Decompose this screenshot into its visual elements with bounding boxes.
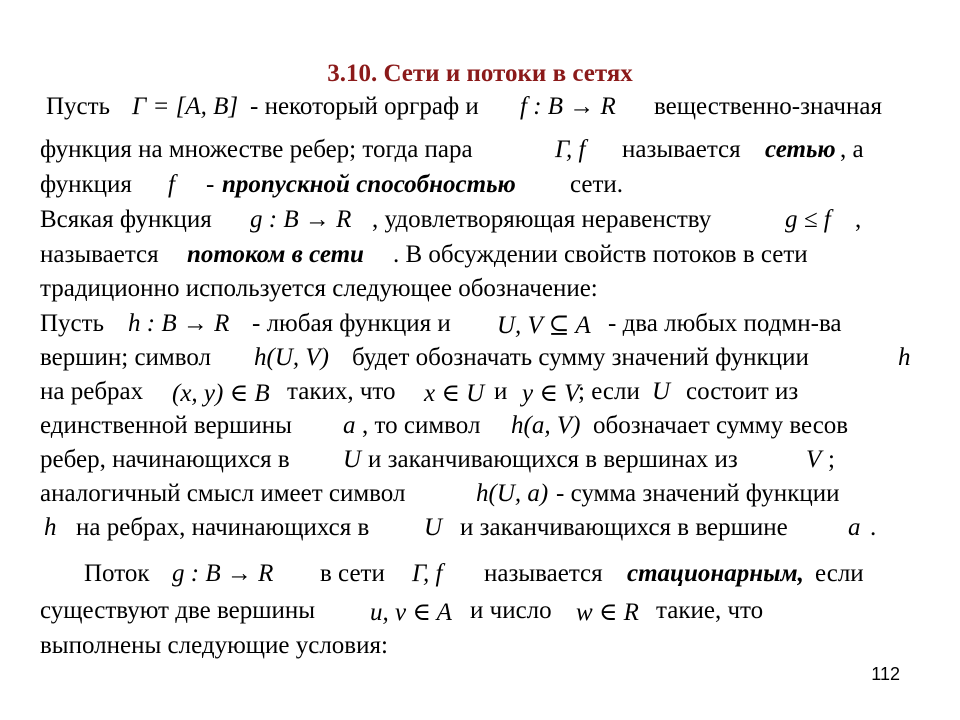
text-run: выполнены следующие условия:	[40, 632, 388, 659]
math-expression: h	[44, 514, 57, 541]
text-line	[0, 412, 960, 446]
math-expression: g ≤ f	[785, 206, 831, 233]
text-run: . В обсуждении свойств потоков в сети	[393, 241, 808, 268]
emphasized-term: потоком в сети	[187, 241, 364, 268]
math-expression: U, V ⊆ A	[497, 312, 591, 339]
math-expression: w ∈ R	[576, 599, 639, 626]
text-run: сети.	[570, 171, 624, 198]
text-run: вещественно-значная	[654, 93, 882, 120]
text-run: Всякая функция	[40, 206, 212, 233]
math-expression: g : B → R	[250, 206, 352, 233]
text-run: .	[870, 514, 877, 541]
text-run: вершин; символ	[40, 344, 212, 371]
text-line	[0, 597, 960, 631]
math-expression: y ∈ V	[522, 380, 580, 407]
text-run: ,	[855, 206, 862, 233]
text-run: функция на множестве ребер; тогда пара	[40, 136, 473, 163]
text-run: аналогичный смысл имеет символ	[40, 480, 406, 507]
text-run: - сумма значений функции	[556, 480, 840, 507]
text-run: , то символ	[362, 412, 481, 439]
emphasized-term: сетью	[765, 136, 836, 163]
text-line	[0, 514, 960, 548]
text-run: функция	[40, 171, 132, 198]
math-expression: h(U, a)	[476, 480, 549, 507]
math-expression: g : B → R	[172, 560, 274, 587]
text-run: - любая функция и	[252, 310, 451, 337]
text-line	[0, 275, 960, 309]
text-run: Поток	[84, 560, 150, 587]
text-run: состоит из	[686, 378, 799, 405]
text-run: Пусть	[40, 310, 104, 337]
text-line	[0, 480, 960, 514]
text-run: и	[494, 378, 508, 405]
slide-title: 3.10. Сети и потоки в сетях	[327, 60, 633, 87]
text-run: Пусть	[46, 93, 110, 120]
math-expression: h : B → R	[128, 310, 230, 337]
math-expression: a	[343, 412, 356, 439]
emphasized-term: стационарным,	[627, 560, 804, 587]
text-line	[0, 560, 960, 594]
math-expression: U	[652, 378, 671, 405]
text-line	[0, 344, 960, 378]
text-run: называется	[40, 241, 159, 268]
text-line	[0, 171, 960, 205]
text-run: ; если	[578, 378, 640, 405]
math-expression: Γ, f	[412, 560, 443, 587]
math-expression: a	[848, 514, 861, 541]
text-run: - два любых подмн-ва	[608, 310, 842, 337]
text-line	[0, 378, 960, 412]
text-run: будет обозначать сумму значений функции	[352, 344, 809, 371]
text-run: ;	[828, 446, 835, 473]
text-run: традиционно используется следующее обозначение:	[40, 275, 598, 302]
text-line	[0, 310, 960, 344]
text-run: если	[815, 560, 864, 587]
text-run: на ребрах, начинающихся в	[76, 514, 370, 541]
page-number: 112	[871, 664, 900, 684]
text-run: называется	[484, 560, 603, 587]
math-expression: h(U, V)	[254, 344, 329, 371]
text-run: -	[206, 171, 215, 198]
text-run: , удовлетворяющая неравенству	[372, 206, 712, 233]
text-run: в сети	[320, 560, 385, 587]
math-expression: x ∈ U	[424, 380, 485, 407]
text-line	[0, 136, 960, 170]
math-expression: U	[424, 514, 443, 541]
math-expression: f	[168, 171, 175, 198]
text-run: ребер, начинающихся в	[40, 446, 290, 473]
emphasized-term: пропускной способностью	[222, 171, 516, 198]
math-expression: h	[898, 344, 911, 371]
text-run: и число	[470, 597, 552, 624]
text-line	[0, 446, 960, 480]
text-run: обозначает сумму весов	[593, 412, 849, 439]
text-run: , а	[840, 136, 864, 163]
text-line	[0, 241, 960, 275]
math-expression: Γ, f	[555, 136, 586, 163]
text-run: - некоторый орграф и	[250, 93, 479, 120]
math-expression: u, v ∈ A	[370, 599, 452, 626]
math-expression: f : B → R	[520, 93, 616, 120]
text-run: на ребрах	[40, 378, 144, 405]
text-run: существуют две вершины	[40, 597, 316, 624]
text-line	[0, 206, 960, 240]
math-expression: Γ = [A, B]	[132, 93, 239, 120]
text-line	[0, 632, 960, 666]
math-expression: (x, y) ∈ B	[172, 380, 270, 407]
math-expression: U	[343, 446, 362, 473]
text-run: и заканчивающихся в вершинах из	[368, 446, 738, 473]
text-run: такие, что	[656, 597, 764, 624]
text-run: и заканчивающихся в вершине	[460, 514, 788, 541]
text-line	[0, 93, 960, 127]
text-run: таких, что	[287, 378, 396, 405]
math-expression: h(a, V)	[511, 412, 581, 439]
math-expression: V	[806, 446, 822, 473]
text-run: называется	[622, 136, 741, 163]
text-run: единственной вершины	[40, 412, 292, 439]
